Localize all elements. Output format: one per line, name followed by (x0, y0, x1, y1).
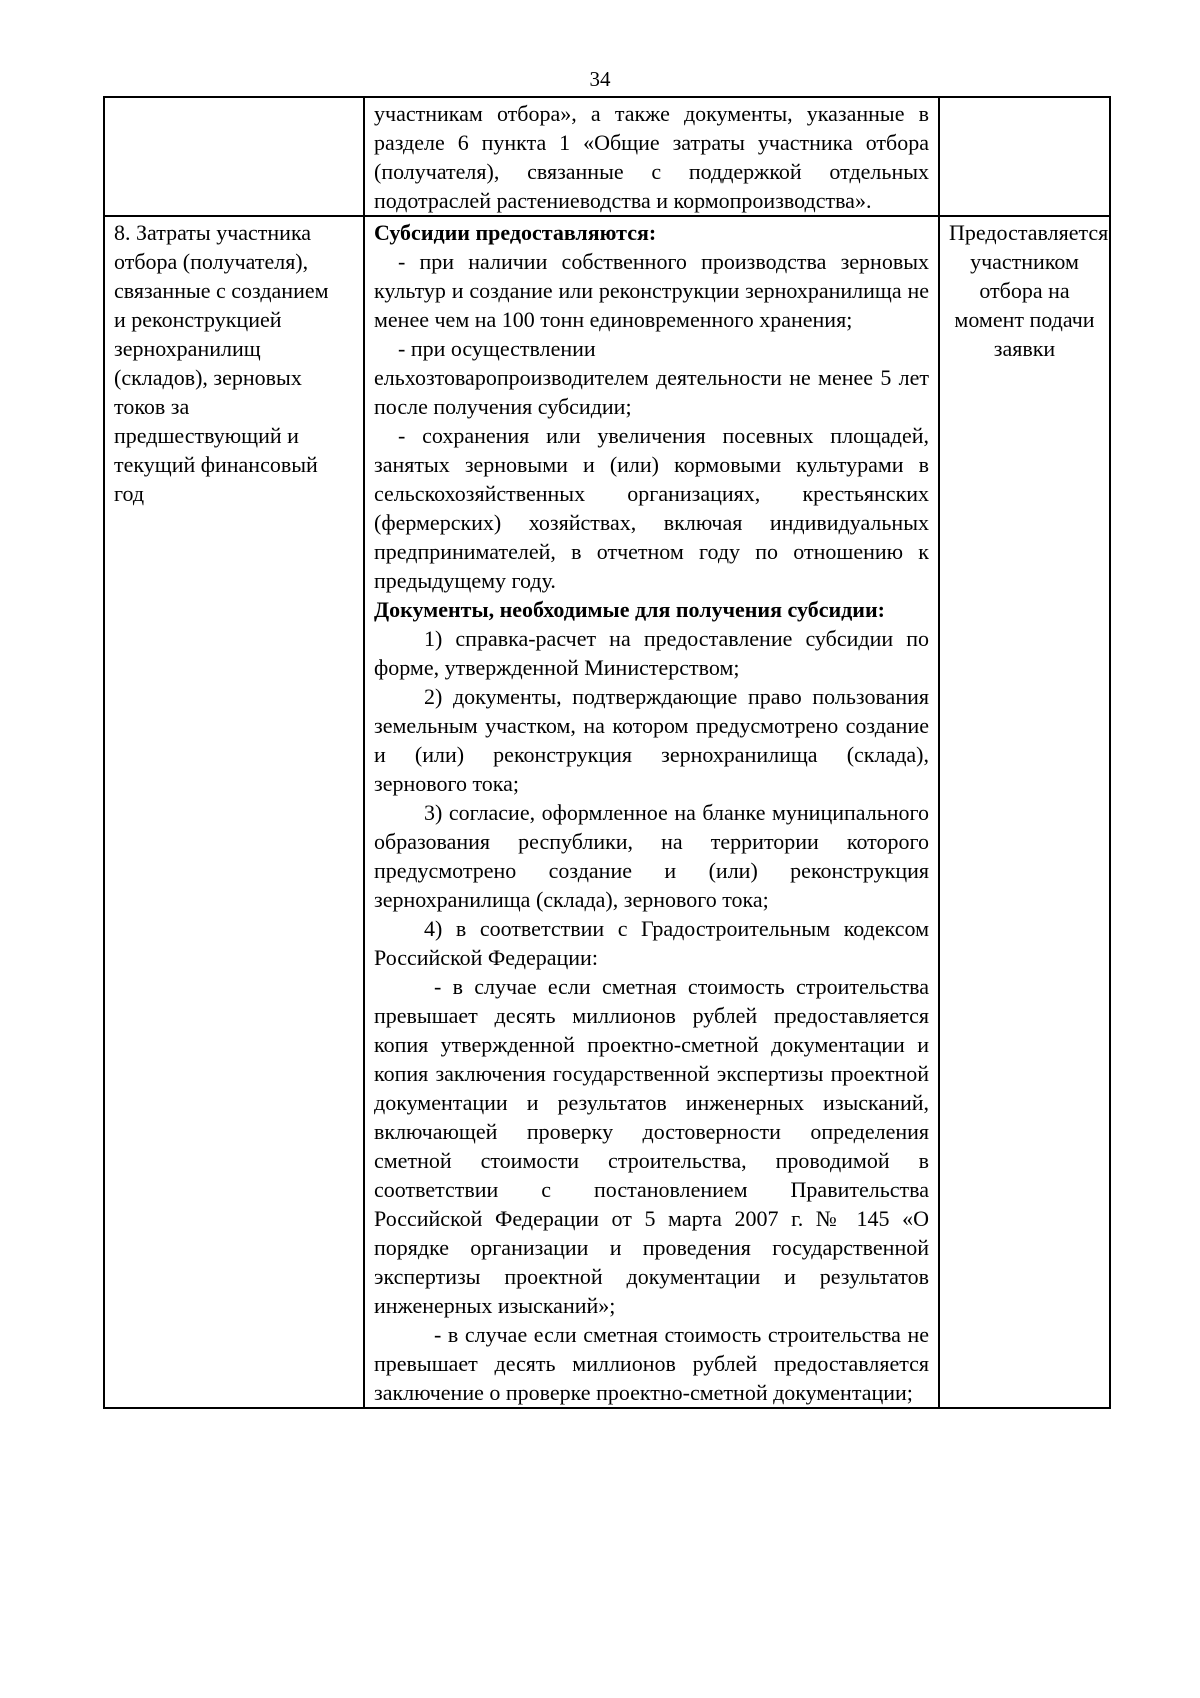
table-cell (364, 97, 939, 216)
condition-item: - при осуществлении (398, 336, 596, 361)
expense-category-text: 8. Затраты участника отбора (получателя), связанные с созданием и реконструкцией зернохранилищ (складов), зерновых токов за предшествующий и текущий финансовый год (114, 220, 329, 506)
document-table (103, 96, 1111, 1409)
document-subitem: - в случае если сметная стоимость строительства не превышает десять миллионов рублей предоставляется заключение о проверке проектно-сметной документации; (374, 1322, 929, 1405)
condition-item: - при наличии собственного производства зерновых культур и создание или реконструкции зернохранилища не менее чем на 100 тонн единовременного хранения; (374, 249, 929, 332)
expense-category-cell (104, 216, 364, 1408)
document-item: 2) документы, подтверждающие право пользования земельным участком, на котором предусмотрено создание и (или) реконструкция зернохранилища (склада), зернового тока; (374, 684, 929, 796)
submission-note-text: Предоставляется участником отбора на момент подачи заявки (949, 220, 1109, 361)
page-number: 34 (589, 67, 611, 91)
table-row (104, 97, 1110, 216)
document-item: 4) в соответствии с Градостроительным кодексом Российской Федерации: (374, 916, 929, 970)
table-cell-empty (104, 97, 364, 216)
condition-item: - сохранения или увеличения посевных площадей, занятых зерновыми и (или) кормовыми культурами в сельскохозяйственных организациях, крестьянских (фермерских) хозяйствах, включая индивидуальных предпринимателей, в отчетном году по отношению к предыдущему году. (374, 423, 929, 593)
document-subitem: - в случае если сметная стоимость строительства превышает десять миллионов рублей предоставляется копия утвержденной проектно-сметной документации и копия заключения государственной экспертизы проектной документации и результатов инженерных изысканий, включающей проверку достоверности определения сметной стоимости строительства, проводимой в соответствии с постановлением Правительства Российской Федерации от 5 марта 2007 г. № 145 «О порядке организации и проведения государственной экспертизы проектной документации и результатов инженерных изысканий»; (374, 974, 929, 1318)
condition-item: ельхозтоваропроизводителем деятельности не менее 5 лет после получения субсидии; (374, 365, 929, 419)
submission-note-cell (939, 216, 1110, 1408)
continued-text: участникам отбора», а также документы, указанные в разделе 6 пункта 1 «Общие затраты участника отбора (получателя), связанные с поддержкой отдельных подотраслей растениеводства и кормопроизводства». (374, 101, 929, 213)
document-item: 3) согласие, оформленное на бланке муниципального образования республики, на территории которого предусмотрено создание и (или) реконструкция зернохранилища (склада), зернового тока; (374, 800, 929, 912)
section-heading: Документы, необходимые для получения субсидии: (374, 597, 885, 622)
table-cell-empty (939, 97, 1110, 216)
section-heading: Субсидии предоставляются: (374, 220, 657, 245)
conditions-cell (364, 216, 939, 1408)
table-row (104, 216, 1110, 1408)
document-item: 1) справка-расчет на предоставление субсидии по форме, утвержденной Министерством; (374, 626, 929, 680)
